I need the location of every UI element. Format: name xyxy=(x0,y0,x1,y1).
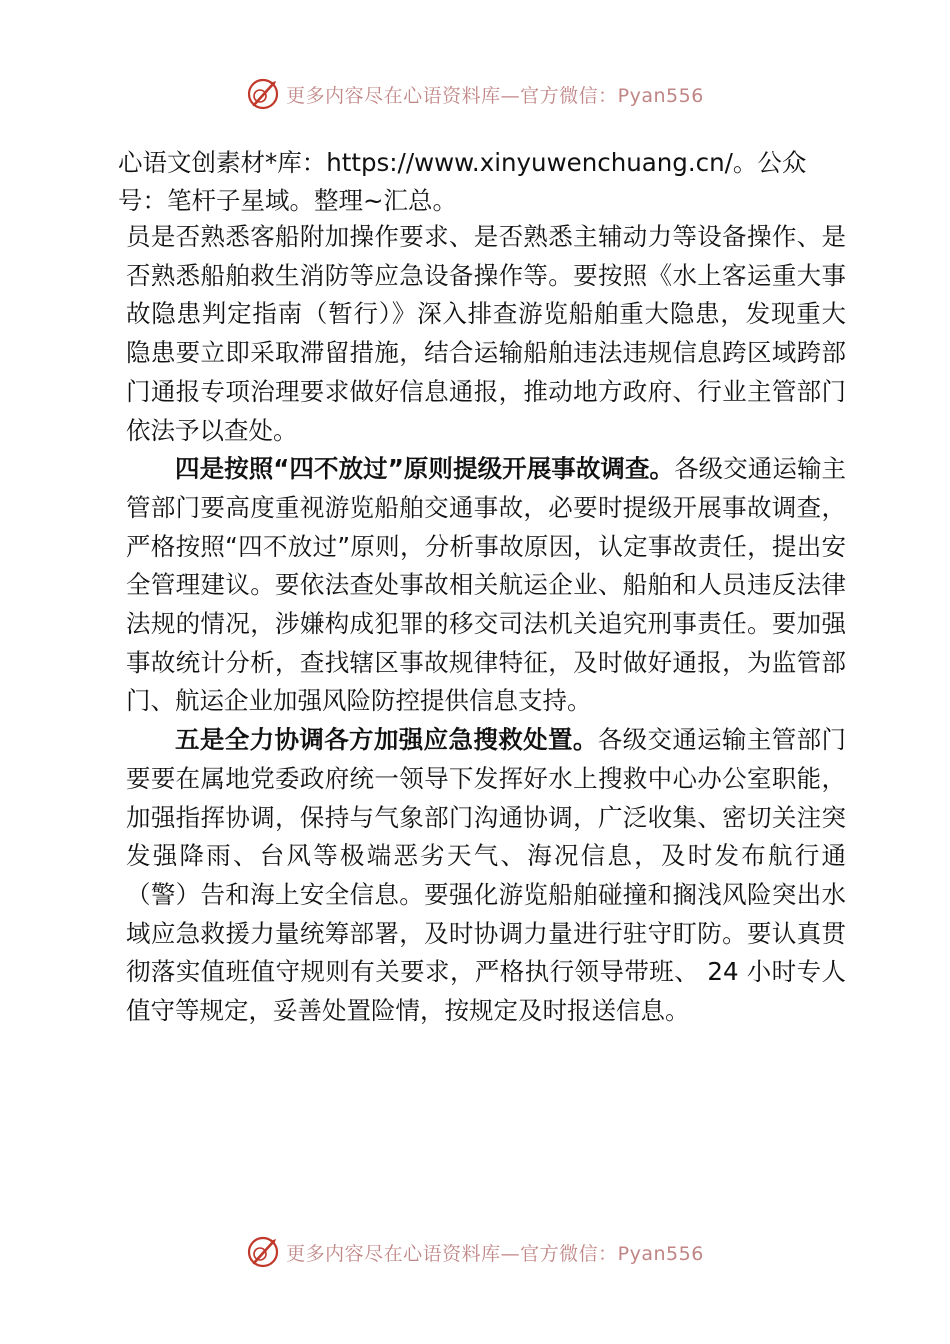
header-banner xyxy=(0,72,950,116)
paragraph-1-text: 员是否熟悉客船附加操作要求、是否熟悉主辅动力等设备操作、是否熟悉船舶救生消防等应急设备操作等。要按照《水上客运重大事故隐患判定指南（暂行）》深入排查游览船舶重大隐患，发现重大隐患要立即采取滞留措施，结合运输船舶违法违规信息跨区域跨部门通报专项治理要求做好信息通报，推动地方政府、行业主管部门依法予以查处。 xyxy=(126,222,846,445)
header-banner-text xyxy=(286,81,704,108)
paragraph-3-text: 各级交通运输主管部门要要在属地党委政府统一领导下发挥好水上搜救中心办公室职能，加强指挥协调，保持与气象部门沟通协调，广泛收集、密切关注突发强降雨、台风等极端恶劣天气、海况信息，及时发布航行通（警）告和海上安全信息。要强化游览船舶碰撞和搁浅风险突出水域应急救援力量统筹部署，及时协调力量进行驻守盯防。要认真贯彻落实值班值守规则有关要求，严格执行领导带班、 24 小时专人值守等规定，妥善处置险情，按规定及时报送信息。 xyxy=(126,725,847,1026)
header-wechat-id: Pyan556 xyxy=(617,84,704,107)
brand-logo-icon xyxy=(246,77,280,111)
source-note: 心语文创素材*库：https://www.xinyuwenchuang.cn/。公众号：笔杆子星域。整理~汇总。 xyxy=(118,148,807,215)
header-banner-label: 更多内容尽在心语资料库—官方微信： xyxy=(286,84,618,107)
document-body xyxy=(126,218,846,1031)
paragraph-2-text: 各级交通运输主管部门要高度重视游览船舶交通事故，必要时提级开展事故调查，严格按照“四不放过”原则，分析事故原因，认定事故责任，提出安全管理建议。要依法查处事故相关航运企业、船舶和人员违反法律法规的情况，涉嫌构成犯罪的移交司法机关追究刑事责任。要加强事故统计分析，查找辖区事故规律特征，及时做好通报，为监管部门、航运企业加强风险防控提供信息支持。 xyxy=(126,454,847,716)
paragraph-2-heading: 四是按照“四不放过”原则提级开展事故调查。 xyxy=(175,454,675,484)
paragraph-continuation xyxy=(126,218,846,450)
paragraph-3-heading: 五是全力协调各方加强应急搜救处置。 xyxy=(175,725,598,755)
paragraph-emergency-rescue xyxy=(126,721,846,1031)
footer-banner xyxy=(0,1230,950,1274)
brand-logo-icon xyxy=(246,1235,280,1269)
footer-banner-label: 更多内容尽在心语资料库—官方微信： xyxy=(286,1242,618,1265)
footer-banner-text xyxy=(286,1239,704,1266)
paragraph-four-principles xyxy=(126,450,846,721)
footer-wechat-id: Pyan556 xyxy=(617,1242,704,1265)
